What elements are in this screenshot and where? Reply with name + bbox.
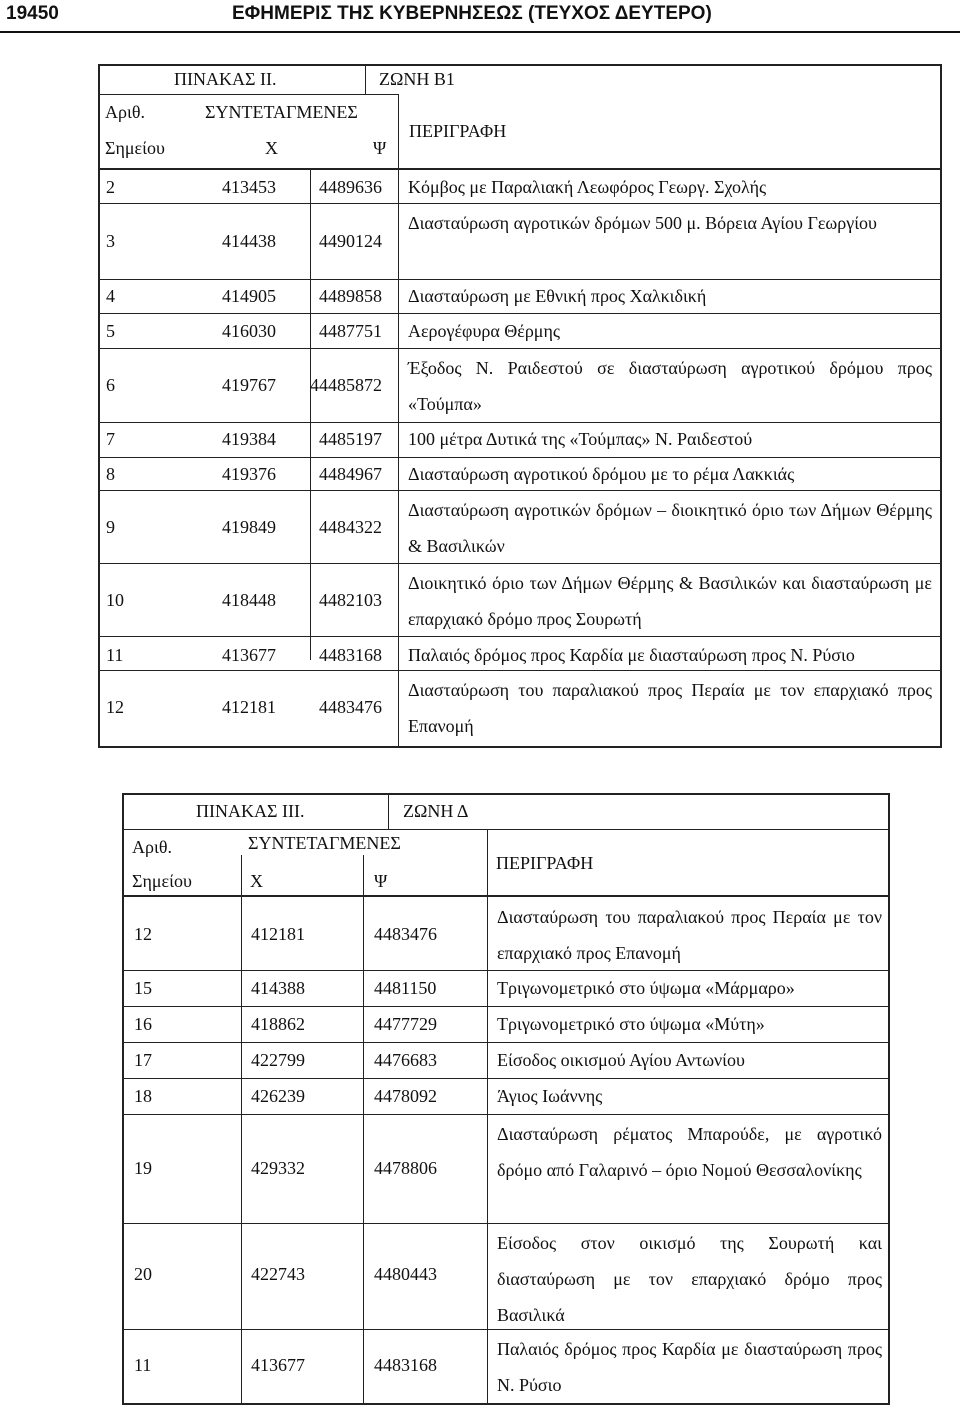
column-divider <box>241 855 242 1404</box>
row-num: 20 <box>134 1264 152 1284</box>
row-x: 419767 <box>222 375 276 395</box>
row-y: 4483168 <box>319 645 382 665</box>
header-rule <box>122 829 890 830</box>
row-y: 4484967 <box>319 464 382 484</box>
row-separator <box>122 1042 890 1043</box>
row-desc: Διασταύρωση αγροτικού δρόμου με το ρέμα Λακκιάς <box>408 464 795 484</box>
header-y: Ψ <box>374 871 388 891</box>
row-x: 422743 <box>251 1264 305 1284</box>
header-y: Ψ <box>373 138 387 158</box>
row-desc: Παλαιός δρόμος προς Καρδία με διασταύρωση προς Ν. Ρύσιο <box>408 645 855 665</box>
row-desc: Τριγωνομετρικό στο ύψωμα «Μύτη» <box>497 1014 765 1034</box>
row-num: 16 <box>134 1014 152 1034</box>
row-x: 414388 <box>251 978 305 998</box>
row-num: 9 <box>106 517 115 537</box>
row-x: 422799 <box>251 1050 305 1070</box>
row-x: 413677 <box>222 645 276 665</box>
header-coords: ΣΥΝΤΕΤΑΓΜΕΝΕΣ <box>205 102 358 122</box>
row-y: 4478806 <box>374 1158 437 1178</box>
gazette-title: ΕΦΗΜΕΡΙΣ ΤΗΣ ΚΥΒΕΡΝΗΣΕΩΣ (ΤΕΥΧΟΣ ΔΕΥΤΕΡΟ) <box>232 3 712 24</box>
table-border <box>122 1403 890 1405</box>
row-num: 4 <box>106 286 115 306</box>
table-title: ΠΙΝΑΚΑΣ ΙΙΙ. <box>196 801 305 821</box>
title-divider <box>388 793 389 829</box>
zone-label: ΖΩΝΗ Δ <box>403 801 469 821</box>
row-desc: Διοικητικό όριο των Δήμων Θέρμης & Βασιλικών και διασταύρωση με επαρχιακό δρόμο προς Σουρωτή <box>408 573 932 629</box>
row-x: 426239 <box>251 1086 305 1106</box>
row-separator <box>122 1223 890 1224</box>
row-y: 4489858 <box>319 286 382 306</box>
row-y: 4489636 <box>319 177 382 197</box>
table-border <box>122 793 124 1405</box>
row-desc: Παλαιός δρόμος προς Καρδία με διασταύρωση προς Ν. Ρύσιο <box>497 1339 882 1395</box>
row-num: 8 <box>106 464 115 484</box>
header-num-2: Σημείου <box>105 138 165 158</box>
row-num: 17 <box>134 1050 152 1070</box>
column-divider <box>363 855 364 1404</box>
row-y: 4490124 <box>319 231 382 251</box>
row-x: 412181 <box>251 924 305 944</box>
row-y: 4483168 <box>374 1355 437 1375</box>
row-x: 419376 <box>222 464 276 484</box>
row-desc: Είσοδος οικισμού Αγίου Αντωνίου <box>497 1050 745 1070</box>
row-x: 414905 <box>222 286 276 306</box>
row-num: 3 <box>106 231 115 251</box>
row-num: 18 <box>134 1086 152 1106</box>
header-num-1: Αριθ. <box>132 837 172 857</box>
row-x: 412181 <box>222 697 276 717</box>
row-num: 7 <box>106 429 115 449</box>
row-x: 413453 <box>222 177 276 197</box>
row-desc: Αερογέφυρα Θέρμης <box>408 321 560 341</box>
row-desc: Διασταύρωση με Εθνική προς Χαλκιδική <box>408 286 707 306</box>
column-divider <box>487 829 488 1404</box>
table-border <box>122 793 890 795</box>
row-num: 6 <box>106 375 115 395</box>
row-num: 19 <box>134 1158 152 1178</box>
page-number: 19450 <box>6 3 59 24</box>
row-x: 418448 <box>222 590 276 610</box>
row-num: 15 <box>134 978 152 998</box>
row-y: 4481150 <box>374 978 437 998</box>
row-y: 4476683 <box>374 1050 437 1070</box>
row-desc: Τριγωνομετρικό στο ύψωμα «Μάρμαρο» <box>497 978 795 998</box>
row-y: 44485872 <box>310 375 382 395</box>
row-x: 419849 <box>222 517 276 537</box>
row-y: 4483476 <box>319 697 382 717</box>
row-y: 4478092 <box>374 1086 437 1106</box>
row-desc: 100 μέτρα Δυτικά της «Τούμπας» Ν. Ραιδεστού <box>408 429 753 449</box>
table-border <box>888 793 890 1405</box>
row-y: 4480443 <box>374 1264 437 1284</box>
row-y: 4483476 <box>374 924 437 944</box>
row-desc: Διασταύρωση αγροτικών δρόμων 500 μ. Βόρεια Αγίου Γεωργίου <box>408 213 877 233</box>
row-desc: Διασταύρωση αγροτικών δρόμων – διοικητικό όριο των Δήμων Θέρμης & Βασιλικών <box>408 500 932 556</box>
header-num-2: Σημείου <box>132 871 192 891</box>
row-y: 4487751 <box>319 321 382 341</box>
row-separator <box>122 1114 890 1115</box>
row-desc: Έξοδος Ν. Ραιδεστού σε διασταύρωση αγροτικού δρόμου προς «Τούμπα» <box>408 358 932 414</box>
row-desc: Είσοδος στον οικισμό της Σουρωτή και διασταύρωση με τον επαρχιακό δρόμο προς Βασιλικά <box>497 1233 882 1325</box>
table-title: ΠΙΝΑΚΑΣ ΙΙ. <box>174 69 277 89</box>
row-num: 5 <box>106 321 115 341</box>
row-num: 12 <box>134 924 152 944</box>
row-desc: Διασταύρωση του παραλιακού προς Περαία με τον επαρχιακό προς Επανομή <box>497 907 882 963</box>
row-num: 10 <box>106 590 124 610</box>
row-desc: Διασταύρωση του παραλιακού προς Περαία με τον επαρχιακό προς Επανομή <box>408 680 932 736</box>
header-coords: ΣΥΝΤΕΤΑΓΜΕΝΕΣ <box>248 833 401 853</box>
row-num: 11 <box>106 645 124 665</box>
row-num: 12 <box>106 697 124 717</box>
row-x: 413677 <box>251 1355 305 1375</box>
header-num-1: Αριθ. <box>105 102 145 122</box>
header-x: Χ <box>265 138 278 158</box>
row-y: 4482103 <box>319 590 382 610</box>
row-num: 11 <box>134 1355 152 1375</box>
row-x: 416030 <box>222 321 276 341</box>
row-x: 414438 <box>222 231 276 251</box>
row-x: 429332 <box>251 1158 305 1178</box>
header-desc: ΠΕΡΙΓΡΑΦΗ <box>409 121 507 141</box>
zone-label: ΖΩΝΗ Β1 <box>379 69 455 89</box>
row-num: 2 <box>106 177 115 197</box>
row-y: 4485197 <box>319 429 382 449</box>
header-rule <box>122 895 890 897</box>
header-x: Χ <box>250 871 263 891</box>
row-desc: Κόμβος με Παραλιακή Λεωφόρος Γεωργ. Σχολής <box>408 177 767 197</box>
row-x: 419384 <box>222 429 276 449</box>
row-separator <box>122 1078 890 1079</box>
row-desc: Διασταύρωση ρέματος Μπαρούδε, με αγροτικό δρόμο από Γαλαρινό – όριο Νομού Θεσσαλονίκης <box>497 1124 882 1180</box>
row-y: 4477729 <box>374 1014 437 1034</box>
header-desc: ΠΕΡΙΓΡΑΦΗ <box>496 853 594 873</box>
row-y: 4484322 <box>319 517 382 537</box>
row-desc: Άγιος Ιωάννης <box>497 1086 603 1106</box>
row-x: 418862 <box>251 1014 305 1034</box>
row-separator <box>122 1006 890 1007</box>
